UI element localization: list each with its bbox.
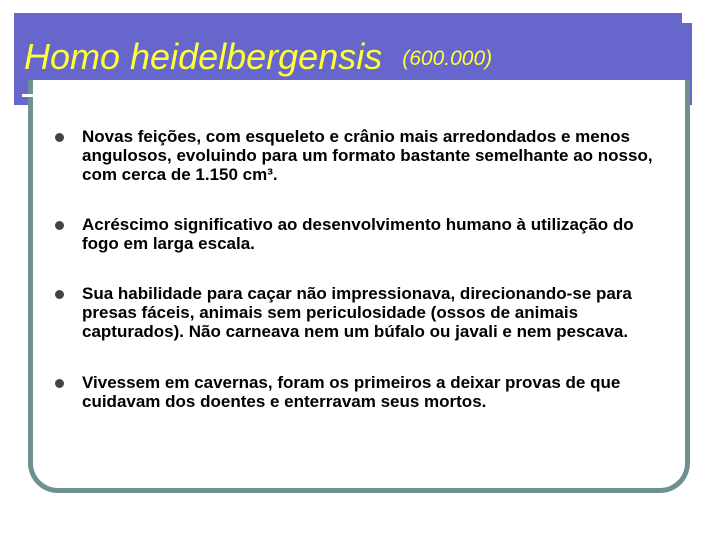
bullet-item xyxy=(52,127,672,184)
bullet-list xyxy=(52,127,672,411)
bullet-dot-icon xyxy=(55,133,64,142)
bullet-dot-icon xyxy=(55,221,64,230)
slide-title-date: (600.000) xyxy=(402,47,493,70)
bullet-text: Novas feições, com esqueleto e crânio mais arredondados e menos angulosos, evoluindo para um formato bastante semelhante ao nosso, com cerca de 1.150 cm³. xyxy=(82,127,653,184)
title-divider xyxy=(22,94,636,97)
title-band-corner xyxy=(682,13,692,23)
slide-title-main: Homo heidelbergensis xyxy=(24,36,383,77)
bullet-item xyxy=(52,284,672,341)
bullet-item xyxy=(52,215,672,253)
bullet-text: Vivessem em cavernas, foram os primeiros a deixar provas de que cuidavam dos doentes e enterravam seus mortos. xyxy=(82,373,621,411)
bullet-text: Acréscimo significativo ao desenvolvimento humano à utilização do fogo em larga escala. xyxy=(82,215,634,253)
slide-title xyxy=(24,36,492,78)
bullet-item xyxy=(52,373,672,411)
bullet-text: Sua habilidade para caçar não impressionava, direcionando-se para presas fáceis, animais sem periculosidade (ossos de animais capturados). Não carneava nem um búfalo ou javali e nem pescava. xyxy=(82,284,632,341)
bullet-dot-icon xyxy=(55,290,64,299)
bullet-dot-icon xyxy=(55,379,64,388)
